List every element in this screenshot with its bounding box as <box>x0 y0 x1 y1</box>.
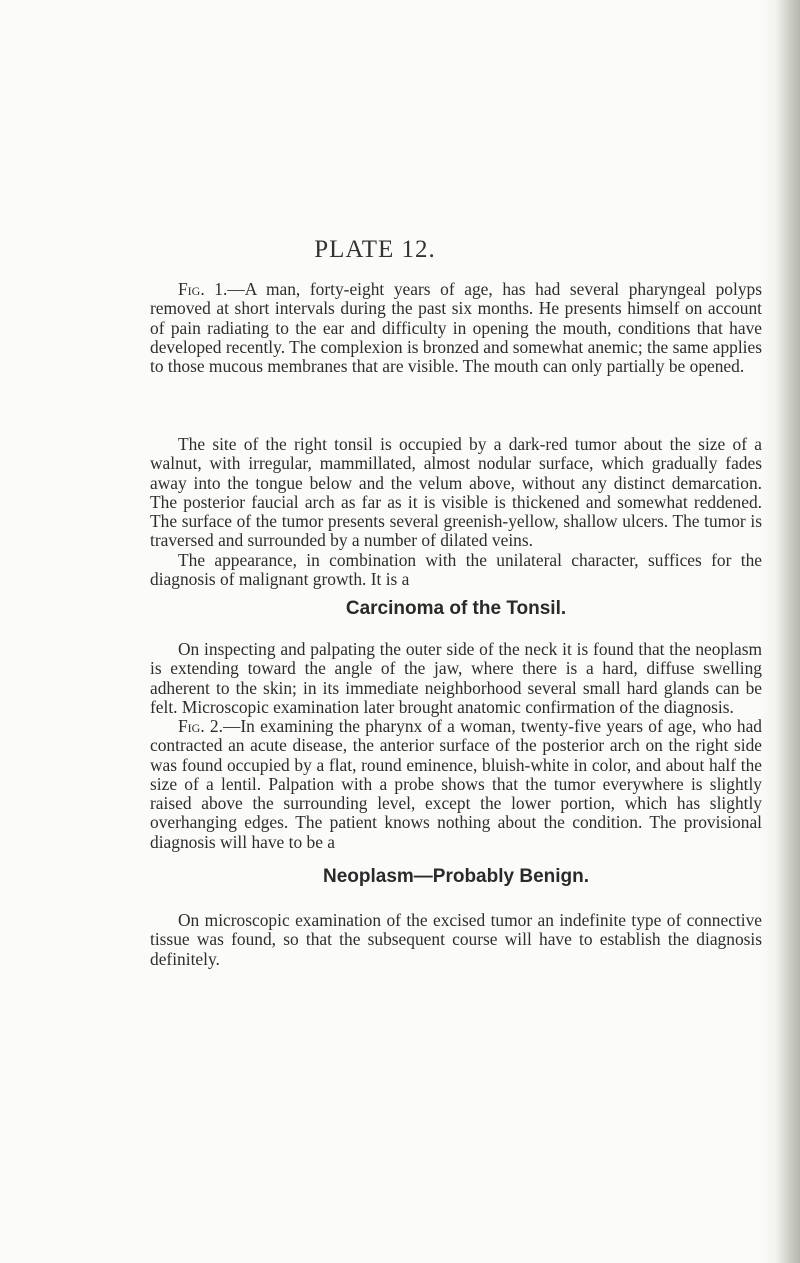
case2-paragraph1-text: —In examining the pharynx of a woman, twenty-five years of age, who had contracted an acute disease, the anterior surface of the posterior arch on the right side was found occupied by a flat, round eminence, bluish-white in color, and about half the size of a lentil. Palpation with a probe shows that the tumor everywhere is slightly raised above the surrounding level, except the lower portion, which has slightly overhanging edges. The patient knows nothing about the condition. The provisional diagnosis will have to be a <box>150 716 762 852</box>
case1-paragraph4: On inspecting and palpating the outer side of the neck it is found that the neoplasm is extending toward the angle of the jaw, where there is a hard, diffuse swelling adherent to the skin; in its immediate neighborhood several small hard glands can be felt. Microscopic examination later brought anatomic confirmation of the diagnosis. <box>150 639 762 717</box>
case2-paragraph2: On microscopic examination of the excised tumor an indefinite type of connective tissue was found, so that the subsequent course will have to establish the diagnosis definitely. <box>150 910 762 969</box>
case1-paragraph3: The appearance, in combination with the unilateral character, suffices for the diagnosis of malignant growth. It is a <box>150 550 762 590</box>
fig1-label: Fig. 1. <box>178 279 228 299</box>
case1-paragraph2: The site of the right tonsil is occupied by a dark-red tumor about the size of a walnut, with irregular, mammillated, almost nodular surface, which gradually fades away into the tongue below and the velum above, without any distinct demarcation. The posterior faucial arch as far as it is visible is thickened and somewhat reddened. The surface of the tumor presents several greenish-yellow, shallow ulcers. The tumor is traversed and surrounded by a number of dilated veins. <box>150 434 762 551</box>
case1-paragraph1 <box>150 280 762 376</box>
page-edge-shadow <box>760 0 800 1263</box>
plate-title: PLATE 12. <box>314 236 436 263</box>
case1-diagnosis-heading: Carcinoma of the Tonsil. <box>345 598 567 619</box>
fig2-label: Fig. 2. <box>178 716 223 736</box>
case2-paragraph1 <box>150 717 762 852</box>
case1-paragraph1-text: —A man, forty-eight years of age, has had several pharyngeal polyps removed at short intervals during the past six months. He presents himself on account of pain radiating to the ear and difficulty in opening the mouth, conditions that have developed recently. The complexion is bronzed and somewhat anemic; the same applies to those mucous membranes that are visible. The mouth can only partially be opened. <box>150 279 762 377</box>
case2-diagnosis-heading: Neoplasm—Probably Benign. <box>322 866 590 887</box>
